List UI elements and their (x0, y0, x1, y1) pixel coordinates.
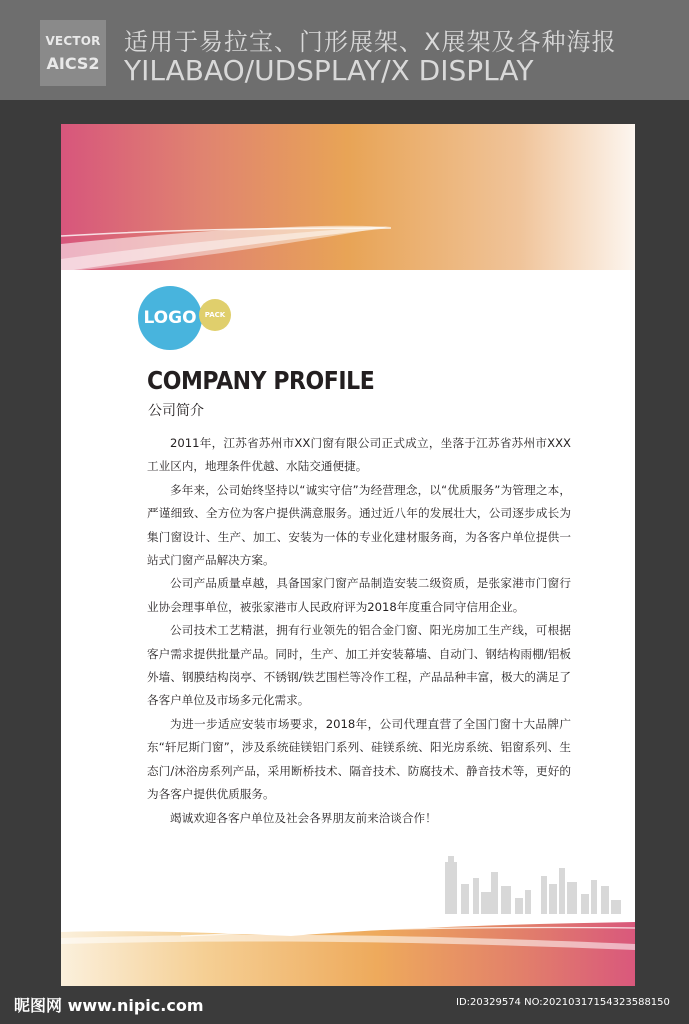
paragraph: 公司产品质量卓越，具备国家门窗产品制造安装二级资质，是张家港市门窗行业协会理事单位，被张家港市人民政府评为2018年度重合同守信用企业。 (147, 576, 571, 614)
profile-body (147, 432, 571, 830)
paragraph: 多年来，公司始终坚持以“诚实守信”为经营理念，以“优质服务”为管理之本，严谨细致、全方位为客户提供满意服务。通过近八年的发展壮大，公司逐步成长为集门窗设计、生产、加工、安装为一体的专业化建材服务商，为各客户单位提供一站式门窗产品解决方案。 (147, 482, 571, 568)
city-skyline-icon (431, 854, 631, 918)
banner-title-cn: 适用于易拉宝、门形展架、X展架及各种海报 (124, 28, 617, 56)
watermark-id: ID:20329574 NO:20210317154323588150 (456, 997, 670, 1008)
badge-line1: VECTOR (45, 34, 101, 48)
top-banner (0, 0, 689, 100)
paragraph: 竭诚欢迎各客户单位及社会各界朋友前来洽谈合作！ (170, 810, 437, 825)
paragraph: 2011年，江苏省苏州市XX门窗有限公司正式成立，坐落于江苏省苏州市XXX工业区内，地理条件优越、水陆交通便捷。 (147, 436, 571, 474)
header-swoosh (61, 124, 635, 272)
profile-title: COMPANY PROFILE (147, 366, 375, 395)
logo-circle: LOGO (138, 286, 202, 350)
footer-swoosh (61, 914, 635, 986)
banner-title-en: YILABAO/UDSPLAY/X DISPLAY (124, 54, 534, 87)
header-gradient (61, 124, 635, 272)
logo-pack-circle: PACK (199, 299, 231, 331)
profile-subtitle: 公司简介 (148, 403, 204, 419)
poster (61, 124, 635, 986)
vector-badge (40, 20, 106, 86)
watermark-site: 昵图网 www.nipic.com (14, 996, 204, 1015)
paragraph: 为进一步适应安装市场要求，2018年，公司代理直营了全国门窗十大品牌广东“轩尼斯门窗”，涉及系统硅镁铝门系列、硅镁系统、阳光房系统、铝窗系列、生态门/沐浴房系列产品，采用断桥技术、隔音技术、防腐技术、静音技术等，更好的为各客户提供优质服务。 (147, 716, 571, 802)
badge-line2: AICS2 (46, 54, 100, 73)
paragraph: 公司技术工艺精湛，拥有行业领先的铝合金门窗、阳光房加工生产线，可根据客户需求提供批量产品。同时，生产、加工并安装幕墙、自动门、钢结构雨棚/铝板外墙、钢膜结构岗亭、不锈钢/铁艺围栏等冷作工程，产品品种丰富，极大的满足了各客户单位及市场多元化需求。 (147, 623, 571, 708)
footer-gradient (61, 914, 635, 986)
